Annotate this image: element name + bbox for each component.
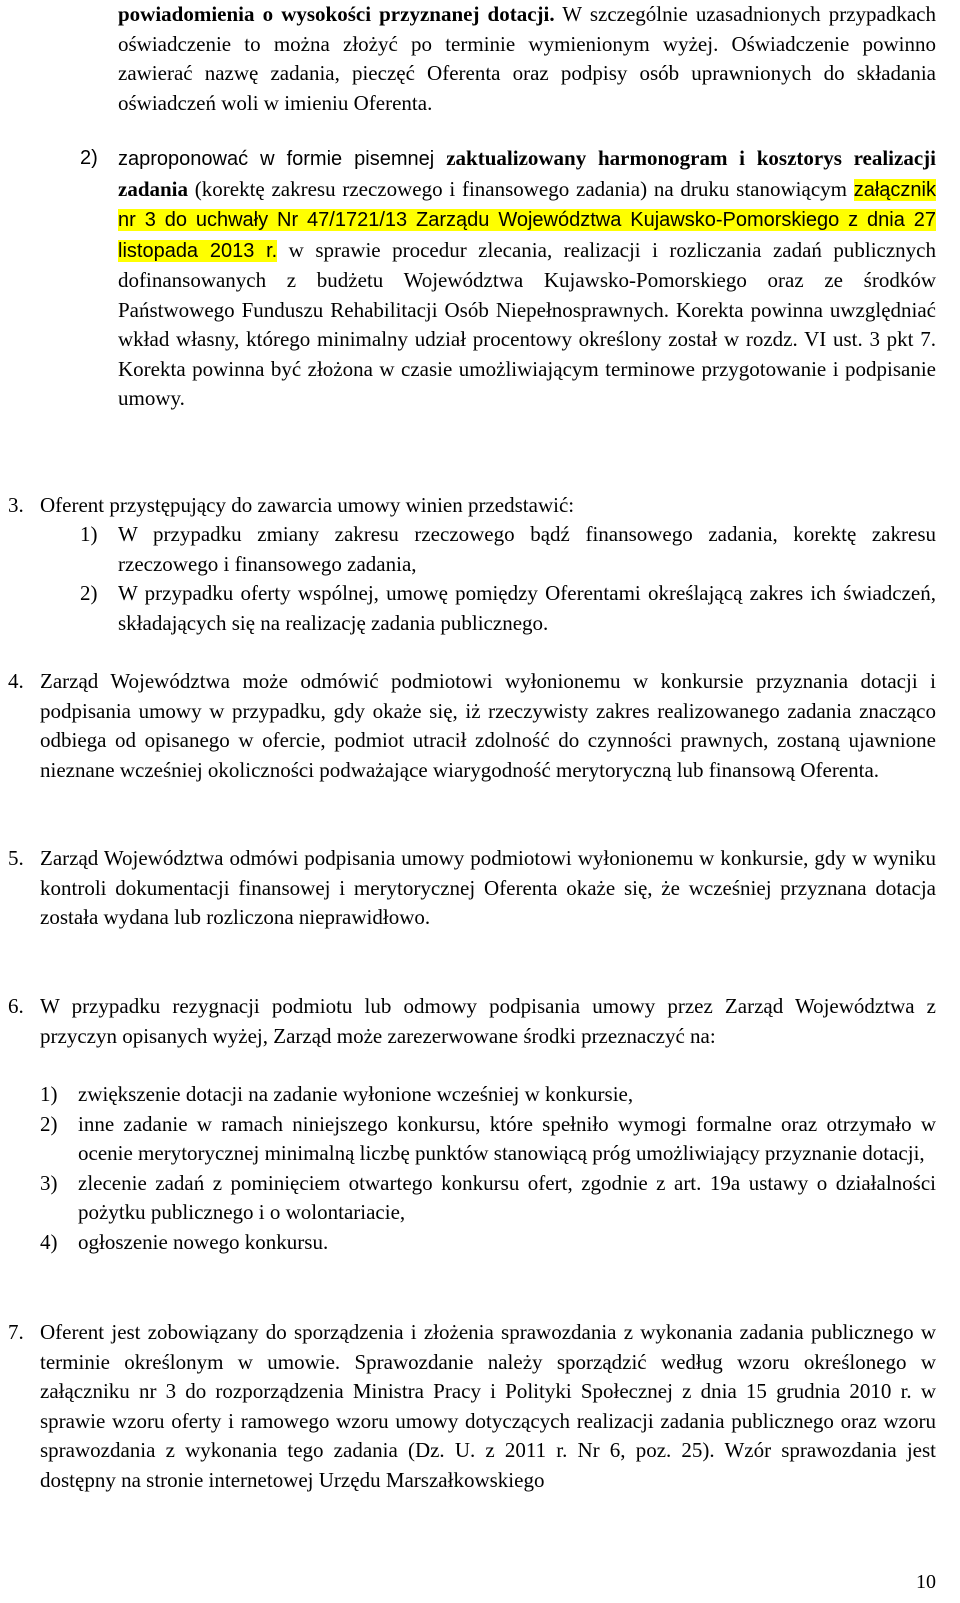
section-5: [8, 844, 936, 933]
section-7: [8, 1318, 936, 1495]
item-number: 1): [40, 1082, 58, 1106]
section-text: Oferent jest zobowiązany do sporządzenia i złożenia sprawozdania z wykonania zadania publicznego w terminie określonym w umowie. Sprawozdanie należy sporządzić według wzoru określonego w załączniku nr 3 do rozporządzenia Ministra Pracy i Polityki Społecznej z dnia 15 grudnia 2010 r. w sprawie wzoru oferty i ramowego wzoru umowy dotyczących realizacji zadania publicznego oraz wzoru sprawozdania z wykonania tego zadania (Dz. U. z 2011 r. Nr 6, poz. 25). Wzór sprawozdania jest dostępny na stronie internetowej Urzędu Marszałkowskiego: [40, 1320, 936, 1492]
item-text: w sprawie procedur zlecania, realizacji i rozliczania zadań publicznych dofinansowanych z budżetu Województwa Kujawsko-Pomorskiego oraz ze środków Państwowego Funduszu Rehabilitacji Osób Niepełnosprawnych. Korekta powinna uwzględniać wkład własny, którego minimalny udział procentowy określony został w rozdz. VI ust. 3 pkt 7. Korekta powinna być złożona w czasie umożliwiającym terminowe przygotowanie i podpisanie umowy.: [118, 237, 936, 410]
bold-phrase: zaktualizowany harmonogram i kosztorys realizacji zadania: [118, 146, 936, 201]
highlighted-reference: załącznik nr 3 do uchwały Nr 47/1721/13 Zarządu Województwa Kujawsko-Pomorskiego z dnia 27 listopada 2013 r.: [118, 178, 936, 262]
section-text: Oferent przystępujący do zawarcia umowy winien przedstawić:: [40, 493, 575, 517]
item-number: 2): [40, 1111, 58, 1136]
item-text: zwiększenie dotacji na zadanie wyłonione wcześniej w konkursie,: [78, 1082, 634, 1106]
item-body: [118, 144, 936, 414]
section-4: [8, 667, 936, 785]
item-text: inne zadanie w ramach niniejszego konkursu, które spełniło wymogi formalne oraz otrzymało w ocenie merytorycznej minimalną liczbę punktów stanowiącą próg umożliwiający przyznanie dotacji,: [78, 1111, 936, 1165]
item-text: (korektę zakresu rzeczowego i finansowego zadania) na druku stanowiącym: [188, 176, 854, 201]
section-text: Zarząd Województwa odmówi podpisania umowy podmiotowi wyłonionemu w konkursie, gdy w wyniku kontroli dokumentacji finansowej i merytorycznej Oferenta okaże się, że wcześniej przyznana dotacja została wydana lub rozliczona nieprawidłowo.: [40, 846, 936, 929]
item-number: 4): [40, 1229, 58, 1254]
section-6-list: [40, 1080, 936, 1257]
item-number: 3): [40, 1170, 58, 1195]
item-text: W przypadku oferty wspólnej, umowę pomiędzy Oferentami określającą zakres ich świadczeń, składających się na realizację zadania publicznego.: [118, 581, 936, 635]
paragraph-text: W szczególnie uzasadnionych przypadkach oświadczenie to można złożyć po terminie wymienionym wyżej. Oświadczenie powinno zawierać nazwę zadania, pieczęć Oferenta oraz podpisy osób uprawnionych do składania oświadczeń woli w imieniu Oferenta.: [118, 2, 937, 115]
list-item: [80, 579, 936, 638]
item-text: W przypadku zmiany zakresu rzeczowego bądź finansowego zadania, korektę zakresu rzeczowego i finansowego zadania,: [118, 522, 936, 576]
section-6: [8, 992, 936, 1051]
list-item: [40, 1228, 936, 1258]
section-3-list: [40, 520, 936, 638]
item-text: zlecenie zadań z pominięciem otwartego konkursu ofert, zgodnie z art. 19a ustawy o działalności pożytku publicznego i o wolontariacie,: [78, 1170, 936, 1224]
section-text: W przypadku rezygnacji podmiotu lub odmowy podpisania umowy przez Zarząd Województwa z przyczyn opisanych wyżej, Zarząd może zarezerwowane środki przeznaczyć na:: [40, 994, 936, 1048]
page-number: 10: [916, 1571, 936, 1593]
item-text: zaproponować w formie pisemnej: [118, 148, 447, 170]
section-number: 6.: [8, 994, 24, 1018]
bold-phrase: powiadomienia o wysokości przyznanej dotacji.: [118, 2, 555, 26]
section-text: Zarząd Województwa może odmówić podmiotowi wyłonionemu w konkursie przyznania dotacji i podpisania umowy w przypadku, gdy okaże się, iż rzeczywisty zakres realizowanego zadania znacząco odbiega od opisanego w ofercie, podmiot utracił zdolność do czynności prawnych, zostaną ujawnione nieznane wcześniej okoliczności podważające wiarygodność merytoryczną lub finansową Oferenta.: [40, 669, 936, 782]
item-number: 2): [80, 147, 98, 169]
list-item: [40, 1110, 936, 1169]
item-number: 1): [80, 522, 98, 546]
section-number: 4.: [8, 669, 24, 693]
section-number: 7.: [8, 1320, 24, 1344]
section-number: 3.: [8, 493, 24, 517]
item-number: 2): [80, 581, 98, 605]
section-3: [8, 491, 936, 521]
list-item-2: [80, 144, 936, 414]
item-text: ogłoszenie nowego konkursu.: [78, 1229, 329, 1254]
list-item: [40, 1080, 936, 1110]
list-item: [40, 1169, 936, 1228]
section-number: 5.: [8, 846, 24, 870]
list-item: [80, 520, 936, 579]
continuation-paragraph: [118, 0, 936, 118]
